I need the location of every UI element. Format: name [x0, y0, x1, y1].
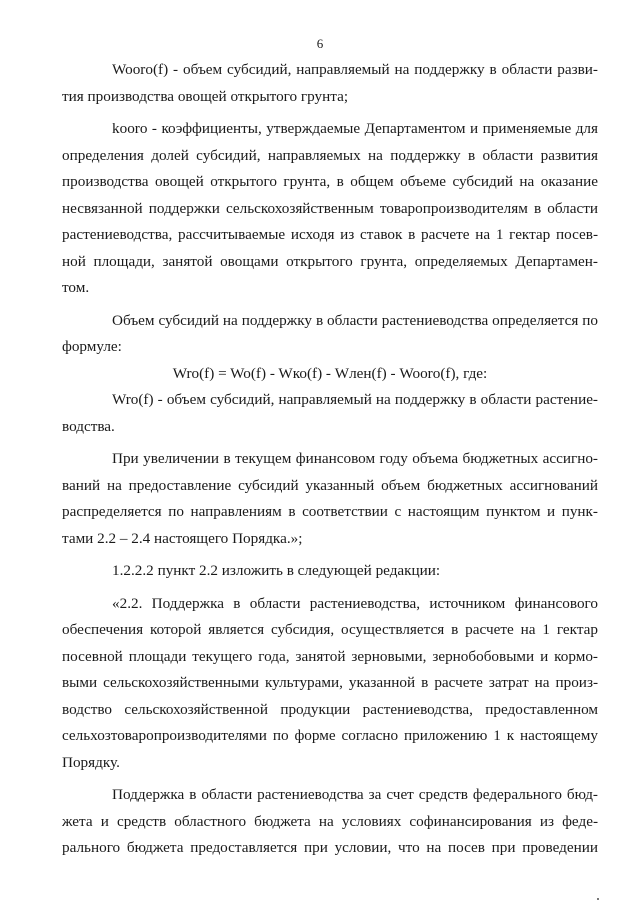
paragraph-line: обеспечения которой является субсидия, осуществляется в расчете на 1 гектар — [62, 621, 598, 638]
paragraph-line: водства. — [62, 417, 115, 435]
paragraph-line: формуле: — [62, 338, 122, 355]
paragraph-line: несвязанной поддержки сельскохозяйственным товаропроизводителям в области — [62, 199, 598, 217]
paragraph-line: Порядку. — [62, 753, 120, 771]
formula: Wro(f) = Wo(f) - Wко(f) - Wлен(f) - Wooro(f), где: — [172, 364, 488, 382]
paragraph-line: производства овощей открытого грунта, в общем объеме субсидий на оказание — [62, 173, 598, 190]
paragraph-line: Wro(f) - объем субсидий, направляемый на поддержку в области растение- — [112, 391, 598, 408]
scan-speck — [597, 898, 599, 900]
paragraph-line: ной площади, занятой овощами открытого грунта, определяемых Департамен- — [62, 252, 598, 270]
paragraph-line: тия производства овощей открытого грунта; — [62, 87, 349, 105]
paragraph-line: посевной площади текущего года, занятой зерновыми, зернобобовыми и кормо- — [62, 647, 598, 665]
paragraph-line: растениеводства, рассчитываемые исходя из ставок в расчете на 1 гектар посев- — [62, 226, 598, 243]
paragraph-line: Поддержка в области растениеводства за счет средств федерального бюд- — [112, 786, 598, 803]
paragraph-line: Объем субсидий на поддержку в области растениеводства определяется по — [112, 311, 598, 329]
paragraph-line: рального бюджета предоставляется при условии, что на посев при проведении — [62, 839, 598, 856]
paragraph-line: «2.2. Поддержка в области растениеводства, источником финансового — [112, 594, 598, 612]
paragraph-line: распределяется по направлениям в соответствии с настоящим пунктом и пунк- — [62, 503, 598, 520]
paragraph-line: ваний на предоставление субсидий указанный объем бюджетных ассигнований — [62, 476, 598, 494]
paragraph-line: Wooro(f) - объем субсидий, направляемый на поддержку в области разви- — [112, 61, 598, 78]
paragraph-line: сельхозтоваропроизводителями по форме согласно приложению 1 к настоящему — [62, 727, 598, 744]
document-body — [62, 57, 598, 862]
paragraph-line: При увеличении в текущем финансовом году объема бюджетных ассигно- — [112, 450, 598, 467]
paragraph-line: 1.2.2.2 пункт 2.2 изложить в следующей редакции: — [112, 562, 441, 579]
paragraph-line: тами 2.2 – 2.4 настоящего Порядка.»; — [62, 529, 303, 547]
paragraph-line: выми сельскохозяйственными культурами, указанной в расчете затрат на произ- — [62, 674, 598, 691]
paragraph-line: определения долей субсидий, направляемых на поддержку в области развития — [62, 146, 598, 164]
paragraph-line: водство сельскохозяйственной продукции растениеводства, предоставленном — [62, 700, 598, 718]
paragraph-line: kooro - коэффициенты, утверждаемые Департаментом и применяемые для — [112, 120, 598, 137]
paragraph-line: жета и средств областного бюджета на условиях софинансирования из феде- — [62, 812, 598, 830]
paragraph-line: том. — [62, 279, 90, 296]
page-number: 6 — [316, 36, 324, 51]
